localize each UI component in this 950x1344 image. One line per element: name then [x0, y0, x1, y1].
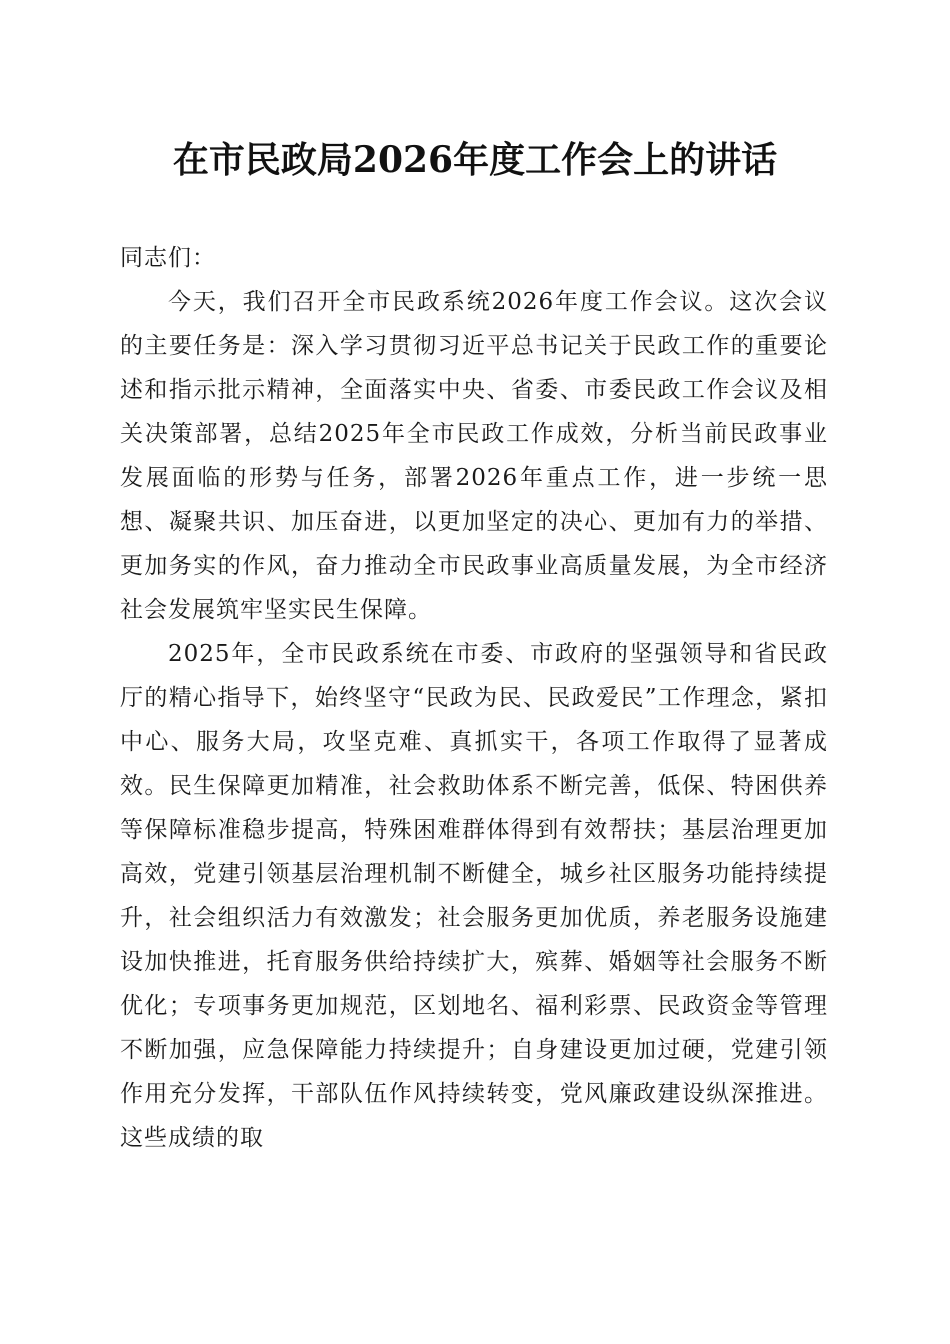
- salutation: 同志们：: [120, 245, 216, 271]
- document-title: 在市民政局2026年度工作会上的讲话: [172, 139, 778, 181]
- document-body: [120, 236, 828, 1160]
- paragraph-review-2025: 2025年，全市民政系统在市委、市政府的坚强领导和省民政厅的精心指导下，始终坚守“民政为民、民政爱民”工作理念，紧扣中心、服务大局，攻坚克难、真抓实干，各项工作取得了显著成效。民生保障更加精准，社会救助体系不断完善，低保、特困供养等保障标准稳步提高，特殊困难群体得到有效帮扶；基层治理更加高效，党建引领基层治理机制不断健全，城乡社区服务功能持续提升，社会组织活力有效激发；社会服务更加优质，养老服务设施建设加快推进，托育服务供给持续扩大，殡葬、婚姻等社会服务不断优化；专项事务更加规范，区划地名、福利彩票、民政资金等管理不断加强，应急保障能力持续提升；自身建设更加过硬，党建引领作用充分发挥，干部队伍作风持续转变，党风廉政建设纵深推进。这些成绩的取: [120, 641, 828, 1151]
- paragraph-opening: 今天，我们召开全市民政系统2026年度工作会议。这次会议的主要任务是：深入学习贯彻习近平总书记关于民政工作的重要论述和指示批示精神，全面落实中央、省委、市委民政工作会议及相关决策部署，总结2025年全市民政工作成效，分析当前民政事业发展面临的形势与任务，部署2026年重点工作，进一步统一思想、凝聚共识、加压奋进，以更加坚定的决心、更加有力的举措、更加务实的作风，奋力推动全市民政事业高质量发展，为全市经济社会发展筑牢坚实民生保障。: [120, 289, 828, 623]
